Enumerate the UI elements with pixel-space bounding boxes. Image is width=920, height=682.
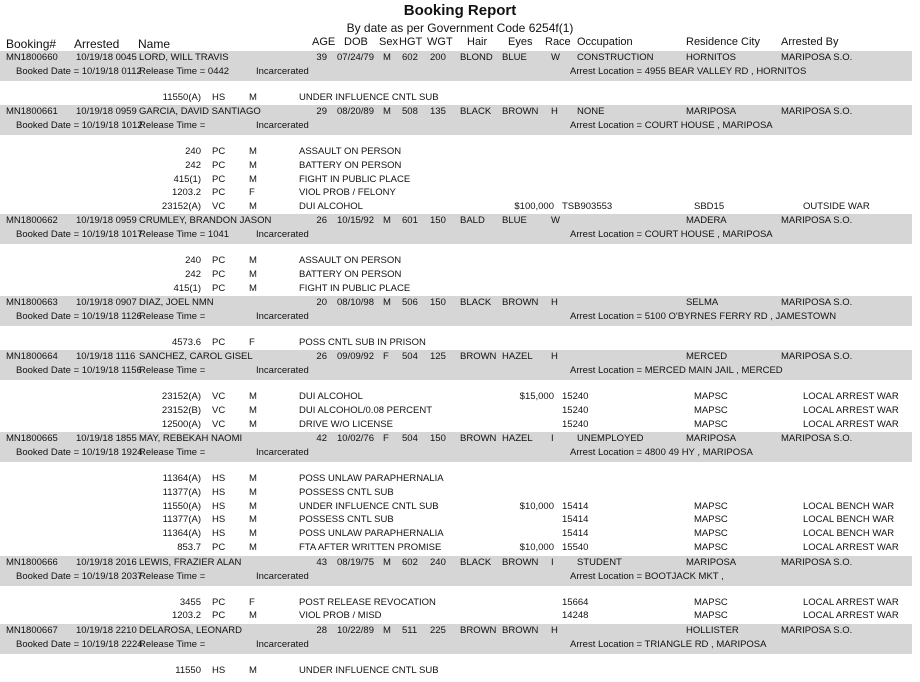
- booking-booking: MN1800667: [6, 625, 58, 636]
- booking-booking: MN1800665: [6, 433, 58, 444]
- booking-sex: M: [383, 215, 391, 226]
- charge-code: 1203.2: [171, 187, 201, 198]
- charge-level: M: [249, 610, 257, 621]
- col-hair: Hair: [467, 36, 488, 48]
- charge-description: UNDER INFLUENCE CNTL SUB: [299, 665, 439, 676]
- booking-arrested-by: MARIPOSA S.O.: [781, 215, 853, 226]
- charge-type: PC: [212, 542, 226, 553]
- booking-location: Arrest Location = 4955 BEAR VALLEY RD , HORNITOS: [570, 66, 807, 77]
- issuing-agency: MAPSC: [694, 542, 728, 553]
- col-booking: Booking#: [6, 37, 57, 51]
- booking-eyes: HAZEL: [502, 351, 533, 362]
- warrant-number: 15664: [562, 597, 589, 608]
- booking-release: Release Time =: [139, 639, 206, 650]
- charge-code: 11550: [175, 665, 201, 676]
- booking-name: GARCIA, DAVID SANTIAGO: [139, 106, 261, 117]
- warrant-type: LOCAL BENCH WAR: [803, 528, 895, 539]
- booking-arrested-by: MARIPOSA S.O.: [781, 625, 853, 636]
- charge-type: VC: [212, 405, 226, 416]
- charge-code: 242: [185, 160, 201, 171]
- booking-wgt: 150: [430, 215, 446, 226]
- booking-hgt: 601: [402, 215, 418, 226]
- booking-hair: BROWN: [460, 433, 497, 444]
- warrant-type: LOCAL ARREST WAR: [803, 597, 899, 608]
- col-age: AGE: [312, 36, 336, 48]
- booking-sex: M: [383, 52, 391, 63]
- col-residence-city: Residence City: [686, 36, 760, 48]
- charge-type: PC: [212, 146, 226, 157]
- charge-code: 23152(A): [161, 201, 201, 212]
- warrant-number: 14248: [562, 610, 589, 621]
- charge-level: M: [249, 92, 257, 103]
- charge-description: POSS UNLAW PARAPHERNALIA: [299, 473, 444, 484]
- charge-level: M: [249, 528, 257, 539]
- booking-race: H: [551, 106, 558, 117]
- booking-location: Arrest Location = COURT HOUSE , MARIPOSA: [570, 120, 773, 131]
- charge-type: PC: [212, 174, 226, 185]
- booking-age: 29: [316, 106, 327, 117]
- booking-age: 26: [316, 215, 327, 226]
- booking-release: Release Time =: [139, 120, 206, 131]
- charge-level: F: [249, 187, 255, 198]
- booking-booked: Booked Date = 10/19/18 1012: [16, 120, 143, 131]
- charge-level: M: [249, 542, 257, 553]
- booking-release: Release Time = 0442: [139, 66, 230, 77]
- booking-age: 20: [316, 297, 327, 308]
- booking-location: Arrest Location = 4800 49 HY , MARIPOSA: [570, 447, 753, 458]
- booking-booking: MN1800662: [6, 215, 58, 226]
- booking-arrested-by: MARIPOSA S.O.: [781, 351, 853, 362]
- booking-eyes: BROWN: [502, 297, 539, 308]
- booking-booking: MN1800664: [6, 351, 58, 362]
- charge-type: VC: [212, 419, 226, 430]
- booking-status: Incarcerated: [256, 311, 309, 322]
- booking-race: I: [551, 433, 554, 444]
- charge-level: M: [249, 391, 257, 402]
- col-occupation: Occupation: [577, 36, 633, 48]
- charge-code: 240: [185, 146, 201, 157]
- booking-location: Arrest Location = 5100 O'BYRNES FERRY RD , JAMESTOWN: [570, 311, 837, 322]
- col-race: Race: [545, 36, 571, 48]
- charge-level: M: [249, 419, 257, 430]
- warrant-number: 15240: [562, 419, 589, 430]
- booking-hair: BLACK: [460, 106, 492, 117]
- booking-arrested: 10/19/18 1116: [76, 351, 136, 362]
- charge-code: 415(1): [173, 283, 201, 294]
- booking-wgt: 150: [430, 433, 446, 444]
- warrant-type: LOCAL BENCH WAR: [803, 501, 895, 512]
- booking-location: Arrest Location = BOOTJACK MKT ,: [570, 571, 724, 582]
- charge-code: 1203.2: [171, 610, 201, 621]
- charge-description: POSSESS CNTL SUB: [299, 514, 394, 525]
- warrant-number: 15240: [562, 405, 589, 416]
- charge-description: POST RELEASE REVOCATION: [299, 597, 436, 608]
- booking-residence: MADERA: [686, 215, 727, 226]
- charge-type: HS: [212, 473, 226, 484]
- charge-description: DUI ALCOHOL: [299, 201, 363, 212]
- booking-booked: Booked Date = 10/19/18 1017: [16, 229, 143, 240]
- booking-hgt: 506: [402, 297, 418, 308]
- charge-level: M: [249, 255, 257, 266]
- charge-code: 242: [185, 269, 201, 280]
- charge-code: 4573.6: [171, 337, 201, 348]
- booking-release: Release Time = 1041: [139, 229, 230, 240]
- booking-race: H: [551, 297, 558, 308]
- booking-status: Incarcerated: [256, 639, 309, 650]
- charge-description: POSS CNTL SUB IN PRISON: [299, 337, 426, 348]
- charge-type: PC: [212, 610, 226, 621]
- booking-wgt: 125: [430, 351, 446, 362]
- booking-wgt: 135: [430, 106, 446, 117]
- booking-booking: MN1800663: [6, 297, 58, 308]
- booking-dob: 10/15/92: [337, 215, 374, 226]
- booking-race: W: [551, 215, 560, 226]
- booking-dob: 09/09/92: [337, 351, 374, 362]
- booking-hgt: 602: [402, 52, 418, 63]
- booking-status: Incarcerated: [256, 120, 309, 131]
- booking-eyes: HAZEL: [502, 433, 533, 444]
- booking-location: Arrest Location = COURT HOUSE , MARIPOSA: [570, 229, 773, 240]
- charge-description: POSS UNLAW PARAPHERNALIA: [299, 528, 444, 539]
- booking-name: LORD, WILL TRAVIS: [139, 52, 229, 63]
- booking-booked: Booked Date = 10/19/18 1924: [16, 447, 143, 458]
- report-title: Booking Report: [403, 2, 517, 19]
- booking-hair: BLOND: [460, 52, 493, 63]
- charge-level: M: [249, 146, 257, 157]
- charge-type: VC: [212, 201, 226, 212]
- booking-arrested: 10/19/18 0959: [76, 215, 137, 226]
- booking-age: 28: [316, 625, 327, 636]
- booking-sex: M: [383, 297, 391, 308]
- issuing-agency: MAPSC: [694, 501, 728, 512]
- issuing-agency: MAPSC: [694, 597, 728, 608]
- booking-age: 26: [316, 351, 327, 362]
- booking-eyes: BROWN: [502, 625, 539, 636]
- charge-level: F: [249, 597, 255, 608]
- bail-amount: $10,000: [519, 542, 554, 553]
- charge-description: BATTERY ON PERSON: [299, 160, 402, 171]
- col-dob: DOB: [344, 36, 368, 48]
- booking-dob: 10/02/76: [337, 433, 374, 444]
- booking-status: Incarcerated: [256, 365, 309, 376]
- booking-sex: M: [383, 106, 391, 117]
- booking-name: MAY, REBEKAH NAOMI: [139, 433, 243, 444]
- bail-amount: $15,000: [519, 391, 554, 402]
- col-hgt: HGT: [399, 36, 423, 48]
- booking-eyes: BLUE: [502, 52, 527, 63]
- booking-arrested-by: MARIPOSA S.O.: [781, 557, 853, 568]
- booking-hair: BLACK: [460, 297, 492, 308]
- col-eyes: Eyes: [508, 36, 533, 48]
- booking-hair: BROWN: [460, 625, 497, 636]
- issuing-agency: SBD15: [694, 201, 725, 212]
- booking-booking: MN1800666: [6, 557, 58, 568]
- charge-level: M: [249, 201, 257, 212]
- booking-release: Release Time =: [139, 571, 206, 582]
- booking-hgt: 602: [402, 557, 418, 568]
- issuing-agency: MAPSC: [694, 419, 728, 430]
- booking-name: CRUMLEY, BRANDON JASON: [139, 215, 272, 226]
- charge-type: PC: [212, 255, 226, 266]
- charge-type: HS: [212, 501, 226, 512]
- booking-sex: F: [383, 433, 389, 444]
- booking-occupation: UNEMPLOYED: [577, 433, 644, 444]
- booking-arrested-by: MARIPOSA S.O.: [781, 433, 853, 444]
- warrant-type: LOCAL ARREST WAR: [803, 610, 899, 621]
- booking-race: H: [551, 351, 558, 362]
- warrant-number: 15540: [562, 542, 589, 553]
- booking-residence: MARIPOSA: [686, 557, 737, 568]
- charge-code: 11550(A): [162, 92, 201, 103]
- booking-location: Arrest Location = MERCED MAIN JAIL , MERCED: [570, 365, 783, 376]
- booking-dob: 08/20/89: [337, 106, 374, 117]
- charge-code: 11364(A): [162, 473, 201, 484]
- booking-arrested: 10/19/18 0045: [76, 52, 137, 63]
- col-wgt: WGT: [427, 36, 453, 48]
- charge-level: M: [249, 405, 257, 416]
- booking-name: DIAZ, JOEL NMN: [139, 297, 214, 308]
- booking-release: Release Time =: [139, 447, 206, 458]
- booking-hair: BALD: [460, 215, 485, 226]
- charge-type: HS: [212, 514, 226, 525]
- bail-amount: $10,000: [519, 501, 554, 512]
- booking-occupation: NONE: [577, 106, 605, 117]
- warrant-type: LOCAL ARREST WAR: [803, 542, 899, 553]
- booking-hair: BLACK: [460, 557, 492, 568]
- booking-sex: M: [383, 557, 391, 568]
- issuing-agency: MAPSC: [694, 528, 728, 539]
- charge-code: 3455: [179, 597, 201, 608]
- warrant-number: TSB903553: [562, 201, 613, 212]
- booking-booked: Booked Date = 10/19/18 0112: [16, 66, 142, 77]
- booking-residence: MARIPOSA: [686, 106, 737, 117]
- warrant-number: 15414: [562, 528, 589, 539]
- booking-release: Release Time =: [139, 365, 206, 376]
- issuing-agency: MAPSC: [694, 514, 728, 525]
- booking-eyes: BLUE: [502, 215, 527, 226]
- charge-level: M: [249, 487, 257, 498]
- booking-residence: HORNITOS: [686, 52, 736, 63]
- charge-type: PC: [212, 283, 226, 294]
- booking-race: I: [551, 557, 554, 568]
- booking-arrested: 10/19/18 0907: [76, 297, 137, 308]
- charge-level: M: [249, 174, 257, 185]
- charge-type: HS: [212, 665, 226, 676]
- warrant-type: LOCAL BENCH WAR: [803, 514, 895, 525]
- charge-code: 11377(A): [162, 487, 201, 498]
- booking-arrested: 10/19/18 2210: [76, 625, 137, 636]
- col-arrested-by: Arrested By: [781, 36, 839, 48]
- charge-code: 240: [185, 255, 201, 266]
- booking-arrested: 10/19/18 0959: [76, 106, 137, 117]
- warrant-type: LOCAL ARREST WAR: [803, 405, 899, 416]
- booking-occupation: STUDENT: [577, 557, 622, 568]
- charge-description: FIGHT IN PUBLIC PLACE: [299, 283, 411, 294]
- charge-description: FIGHT IN PUBLIC PLACE: [299, 174, 411, 185]
- charge-description: ASSAULT ON PERSON: [299, 255, 402, 266]
- charge-type: PC: [212, 269, 226, 280]
- charge-type: PC: [212, 187, 226, 198]
- col-sex: Sex: [379, 36, 398, 48]
- booking-name: DELAROSA, LEONARD: [139, 625, 242, 636]
- charge-code: 415(1): [173, 174, 201, 185]
- booking-arrested-by: MARIPOSA S.O.: [781, 106, 853, 117]
- booking-occupation: CONSTRUCTION: [577, 52, 654, 63]
- booking-wgt: 225: [430, 625, 446, 636]
- booking-residence: MERCED: [686, 351, 728, 362]
- booking-status: Incarcerated: [256, 229, 309, 240]
- charge-description: POSSESS CNTL SUB: [299, 487, 394, 498]
- booking-dob: 07/24/79: [337, 52, 374, 63]
- booking-residence: MARIPOSA: [686, 433, 737, 444]
- warrant-type: LOCAL ARREST WAR: [803, 391, 899, 402]
- booking-booking: MN1800660: [6, 52, 58, 63]
- booking-sex: M: [383, 625, 391, 636]
- charge-code: 11377(A): [162, 514, 201, 525]
- booking-residence: SELMA: [686, 297, 719, 308]
- booking-dob: 10/22/89: [337, 625, 374, 636]
- warrant-number: 15414: [562, 514, 589, 525]
- col-name: Name: [138, 37, 171, 51]
- booking-arrested: 10/19/18 2016: [76, 557, 137, 568]
- charge-description: VIOL PROB / MISD: [299, 610, 382, 621]
- charge-level: M: [249, 160, 257, 171]
- charge-description: BATTERY ON PERSON: [299, 269, 402, 280]
- charge-description: UNDER INFLUENCE CNTL SUB: [299, 501, 439, 512]
- charge-code: 23152(A): [161, 391, 201, 402]
- charge-code: 11364(A): [162, 528, 201, 539]
- booking-hgt: 504: [402, 351, 418, 362]
- charge-code: 853.7: [177, 542, 201, 553]
- report-subtitle: By date as per Government Code 6254f(1): [346, 21, 574, 35]
- booking-eyes: BROWN: [502, 557, 539, 568]
- booking-name: LEWIS, FRAZIER ALAN: [139, 557, 242, 568]
- charge-description: ASSAULT ON PERSON: [299, 146, 402, 157]
- booking-age: 42: [316, 433, 327, 444]
- booking-wgt: 240: [430, 557, 446, 568]
- booking-status: Incarcerated: [256, 66, 309, 77]
- warrant-number: 15414: [562, 501, 589, 512]
- charge-description: UNDER INFLUENCE CNTL SUB: [299, 92, 439, 103]
- charge-description: VIOL PROB / FELONY: [299, 187, 396, 198]
- booking-dob: 08/10/98: [337, 297, 374, 308]
- booking-arrested-by: MARIPOSA S.O.: [781, 297, 853, 308]
- charge-type: HS: [212, 528, 226, 539]
- charge-type: PC: [212, 337, 226, 348]
- charge-type: HS: [212, 92, 226, 103]
- booking-age: 39: [316, 52, 327, 63]
- booking-booking: MN1800661: [6, 106, 58, 117]
- issuing-agency: MAPSC: [694, 391, 728, 402]
- warrant-type: LOCAL ARREST WAR: [803, 419, 899, 430]
- booking-booked: Booked Date = 10/19/18 1126: [16, 311, 142, 322]
- booking-status: Incarcerated: [256, 447, 309, 458]
- charge-description: FTA AFTER WRITTEN PROMISE: [299, 542, 442, 553]
- booking-age: 43: [316, 557, 327, 568]
- charge-code: 23152(B): [161, 405, 201, 416]
- charge-level: M: [249, 501, 257, 512]
- booking-booked: Booked Date = 10/19/18 1156: [16, 365, 142, 376]
- charge-level: M: [249, 514, 257, 525]
- booking-release: Release Time =: [139, 311, 206, 322]
- booking-dob: 08/19/75: [337, 557, 374, 568]
- col-arrested: Arrested: [74, 37, 120, 51]
- booking-arrested: 10/19/18 1855: [76, 433, 137, 444]
- charge-level: M: [249, 473, 257, 484]
- charge-type: HS: [212, 487, 226, 498]
- charge-type: PC: [212, 160, 226, 171]
- charge-description: DRIVE W/O LICENSE: [299, 419, 393, 430]
- booking-location: Arrest Location = TRIANGLE RD , MARIPOSA: [570, 639, 767, 650]
- issuing-agency: MAPSC: [694, 610, 728, 621]
- charge-code: 11550(A): [162, 501, 201, 512]
- booking-status: Incarcerated: [256, 571, 309, 582]
- booking-booked: Booked Date = 10/19/18 2037: [16, 571, 143, 582]
- charge-description: DUI ALCOHOL/0.08 PERCENT: [299, 405, 433, 416]
- charge-type: VC: [212, 391, 226, 402]
- charge-level: M: [249, 269, 257, 280]
- warrant-number: 15240: [562, 391, 589, 402]
- booking-hgt: 508: [402, 106, 418, 117]
- booking-hgt: 511: [402, 625, 418, 636]
- booking-sex: F: [383, 351, 389, 362]
- booking-arrested-by: MARIPOSA S.O.: [781, 52, 853, 63]
- charge-description: DUI ALCOHOL: [299, 391, 363, 402]
- booking-residence: HOLLISTER: [686, 625, 739, 636]
- charge-code: 12500(A): [161, 419, 201, 430]
- booking-eyes: BROWN: [502, 106, 539, 117]
- booking-name: SANCHEZ, CAROL GISEL: [139, 351, 253, 362]
- charge-type: PC: [212, 597, 226, 608]
- warrant-type: OUTSIDE WAR: [803, 201, 870, 212]
- bail-amount: $100,000: [514, 201, 554, 212]
- booking-hgt: 504: [402, 433, 418, 444]
- booking-race: H: [551, 625, 558, 636]
- issuing-agency: MAPSC: [694, 405, 728, 416]
- booking-wgt: 150: [430, 297, 446, 308]
- charge-level: M: [249, 283, 257, 294]
- booking-hair: BROWN: [460, 351, 497, 362]
- booking-booked: Booked Date = 10/19/18 2224: [16, 639, 143, 650]
- booking-race: W: [551, 52, 560, 63]
- charge-level: M: [249, 665, 257, 676]
- charge-level: F: [249, 337, 255, 348]
- booking-wgt: 200: [430, 52, 446, 63]
